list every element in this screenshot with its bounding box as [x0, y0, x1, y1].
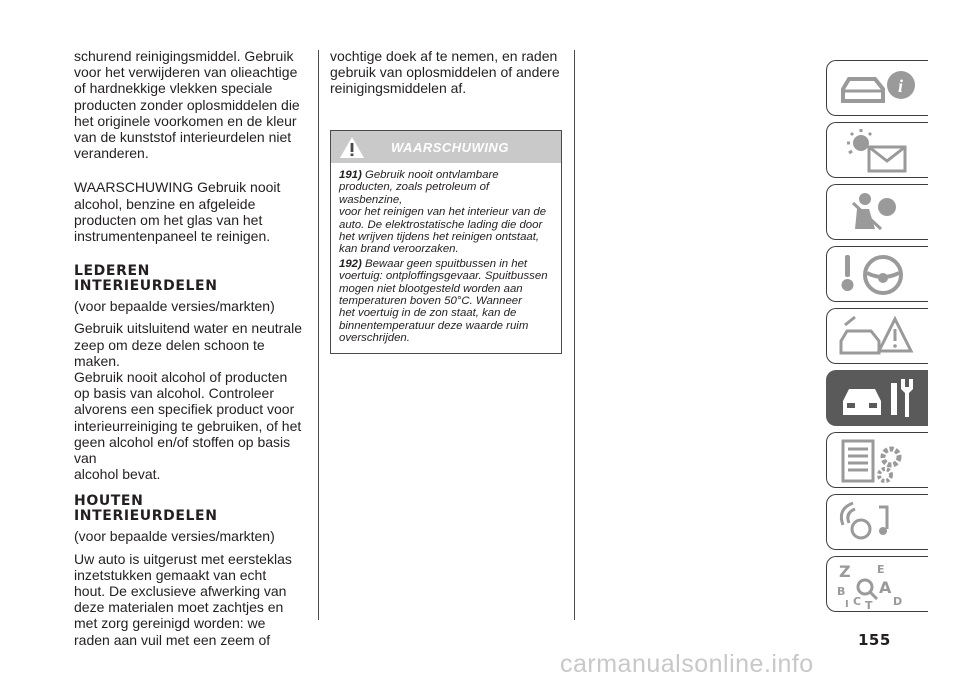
- chapter-tab-starting[interactable]: [826, 246, 928, 302]
- svg-text:i: i: [898, 76, 904, 96]
- text-column-middle: [330, 48, 562, 97]
- warning-triangle-icon: [339, 136, 365, 159]
- heading-leather-interior: LEDEREN INTERIEURDELEN: [74, 263, 218, 295]
- lights-envelope-icon: [835, 127, 921, 175]
- spec-sheet-gear-icon: [835, 437, 921, 485]
- car-warning-icon: [835, 313, 921, 361]
- warning-header: [331, 131, 561, 163]
- warning-item-text: Bewaar geen spuitbussen in het voertuig: ontploffingsgevaar. Spuitbussen mogen niet blootgesteld worden aan temperaturen boven 50°C. Wanneer het voertuig in de zon staat, kan de binnentemperatuur deze waarde ruim overschrijden.: [339, 257, 548, 345]
- column-divider-1: [318, 50, 319, 620]
- paragraph-cleaning-plastic: schurend reinigingsmiddel. Gebruik voor het verwijderen van olieachtige of hardnekkige vlekken speciale producten zonder oplosmiddelen die het originele voorkomen en de kleur van de kunststof interieurdelen niet veranderen.: [74, 48, 300, 162]
- paragraph-warning-glass: WAARSCHUWING Gebruik nooit alcohol, benzine en afgeleide producten om het glas van het instrumentenpaneel te reinigen.: [74, 179, 281, 245]
- car-tools-icon: [835, 375, 921, 423]
- warning-title: WAARSCHUWING: [391, 140, 509, 155]
- text-column-left: [74, 48, 310, 648]
- chapter-tab-car-info[interactable]: [826, 60, 928, 116]
- subheading-versions-markets: (voor bepaalde versies/markten): [74, 298, 275, 315]
- index-letter: E: [877, 563, 885, 576]
- warning-item-192: [339, 258, 555, 345]
- warning-item-191: [339, 169, 555, 256]
- chapter-tab-emergency[interactable]: [826, 308, 928, 364]
- warning-item-text: Gebruik nooit ontvlambare producten, zoals petroleum of wasbenzine, voor het reinigen van het interieur van de auto. De elektrostatische lading die door het wrijven tijdens het reinigen ontstaat, kan brand veroorzaken.: [339, 169, 547, 256]
- chapter-tab-maintenance[interactable]: [826, 370, 928, 426]
- paragraph-wood-care: Uw auto is uitgerust met eersteklas inzetstukken gemaakt van echt hout. De exclusieve afwerking van deze materialen moet zachtjes en met zorg gereinigd worden: we raden aan vuil met een zeem of: [74, 550, 292, 648]
- warning-box: [330, 130, 562, 354]
- index-letter: I: [845, 599, 849, 609]
- warning-body: [331, 163, 561, 345]
- chapter-tab-multimedia[interactable]: [826, 494, 928, 550]
- chapter-tab-specifications[interactable]: [826, 432, 928, 488]
- column-divider-2: [574, 50, 575, 620]
- index-letter: A: [879, 578, 892, 597]
- chapter-tab-index[interactable]: [826, 556, 928, 612]
- heading-wood-interior: HOUTEN INTERIEURDELEN: [74, 493, 218, 525]
- index-letter: B: [837, 585, 846, 598]
- warning-item-number: 192): [339, 257, 362, 270]
- paragraph-leather-care: Gebruik uitsluitend water en neutrale zeep om deze delen schoon te maken. Gebruik nooit alcohol of producten op basis van alcohol. Controleer alvorens een specifiek product voor interieurreiniging te gebruiken, of het geen alcohol en/of stoffen op basis van alcohol bevat.: [74, 320, 303, 483]
- subheading-versions-markets-2: (voor bepaalde versies/markten): [74, 528, 275, 545]
- index-letter: C: [853, 595, 862, 608]
- car-info-icon: [835, 65, 921, 113]
- index-letter: T: [865, 599, 873, 609]
- warning-item-number: 191): [339, 169, 362, 181]
- key-steering-wheel-icon: [835, 251, 921, 299]
- index-letter: D: [893, 595, 903, 608]
- watermark: carmanualsonline.info: [560, 650, 814, 678]
- page-number: 155: [858, 631, 891, 649]
- index-letter: Z: [839, 562, 851, 581]
- seat-airbag-icon: [835, 189, 921, 237]
- multimedia-icon: [835, 499, 921, 547]
- chapter-tab-lights[interactable]: [826, 122, 928, 178]
- index-letters-icon: [835, 561, 921, 609]
- paragraph-wood-care-continued: vochtige doek af te nemen, en raden gebruik van oplosmiddelen of andere reinigingsmiddelen af.: [330, 48, 560, 97]
- chapter-tab-safety[interactable]: [826, 184, 928, 240]
